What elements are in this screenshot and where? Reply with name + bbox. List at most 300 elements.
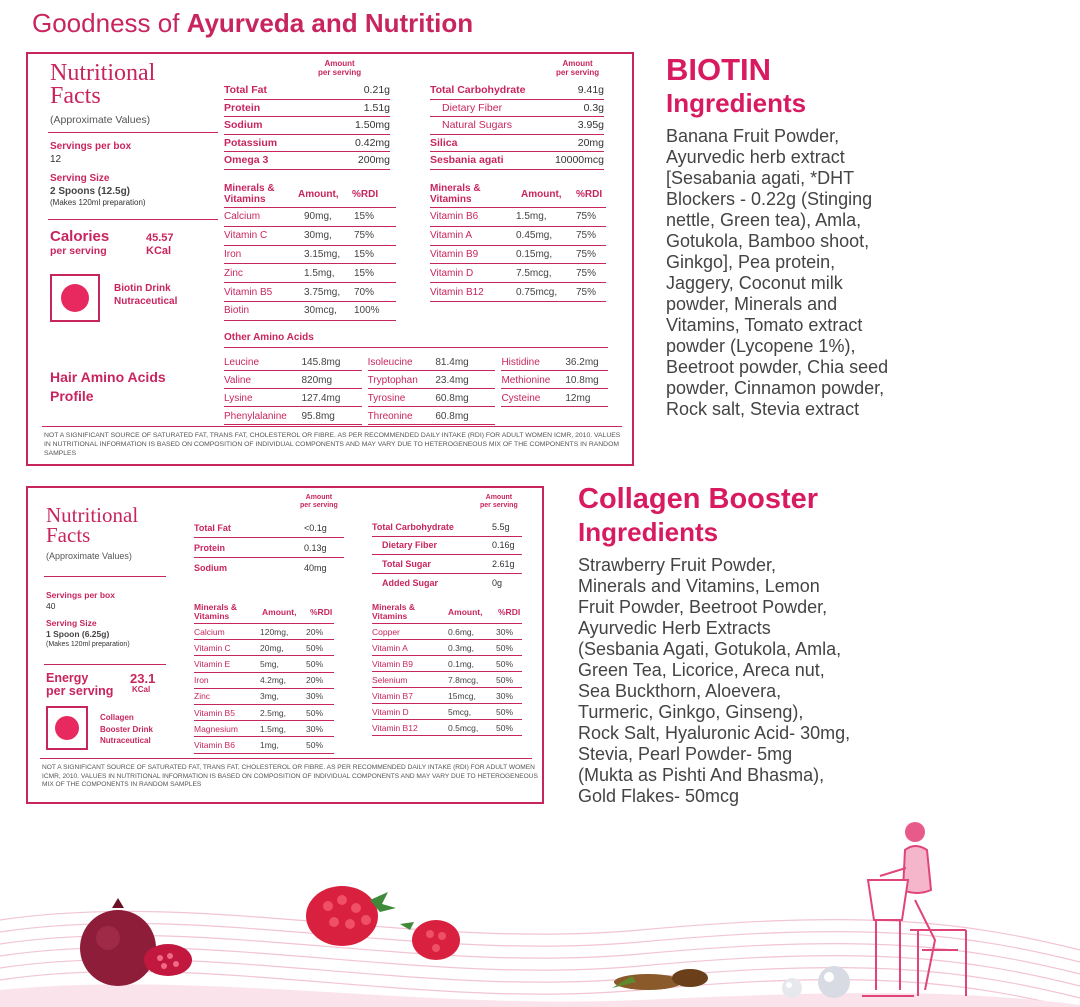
collagen-ingredients-subtitle: Ingredients	[578, 517, 719, 547]
ingredient-line: Blockers - 0.22g (Stinging	[666, 189, 873, 209]
row-value: 9.41g	[577, 84, 604, 97]
mineral-rdi: 15%	[354, 267, 375, 279]
amount-header-sub: per serving	[556, 67, 600, 77]
mineral-name: Zinc	[224, 267, 243, 279]
biotin-nutrition-panel	[26, 52, 634, 466]
mineral-rdi: 50%	[306, 658, 324, 669]
minerals-left-rows	[194, 624, 334, 754]
table-row	[224, 82, 390, 100]
amount-header-text: Amount	[305, 494, 333, 501]
mineral-amount: 0.3mg,	[448, 642, 474, 653]
row-value: 200mg	[357, 154, 390, 167]
header-col3: %RDI	[498, 606, 521, 617]
product-line-1: Biotin Drink	[114, 283, 171, 294]
amino-name: Tyrosine	[368, 391, 436, 407]
mineral-row	[372, 720, 522, 736]
mineral-row	[194, 624, 334, 640]
ingredient-line: Strawberry Fruit Powder,	[578, 555, 777, 575]
row-value: 1.51g	[363, 101, 390, 114]
product-name	[114, 282, 177, 308]
header-col1a: Minerals &	[430, 183, 481, 194]
approx-values-label: (Approximate Values)	[46, 551, 132, 561]
servings-label: Servings per box	[50, 141, 132, 152]
minerals-right-rows	[430, 208, 606, 302]
table-row	[430, 135, 604, 153]
amino-value: 127.4mg	[302, 391, 362, 407]
amount-header-sub: per serving	[480, 502, 518, 510]
mineral-amount: 0.1mg,	[448, 658, 474, 669]
product-dot-icon	[61, 284, 89, 312]
mineral-amount: 30mg,	[304, 230, 332, 242]
mineral-name: Vitamin B12	[430, 286, 484, 298]
row-name: Natural Sugars	[442, 119, 513, 132]
ingredient-line: powder, Minerals and	[666, 294, 838, 314]
serving-size-label: Serving Size	[46, 618, 97, 628]
energy-block	[46, 672, 113, 698]
mineral-row	[430, 227, 606, 246]
mineral-name: Vitamin E	[194, 658, 231, 669]
table-row	[372, 518, 522, 537]
row-value: 0g	[492, 577, 503, 588]
header-col1b: Vitamins	[430, 193, 472, 205]
mineral-amount: 1mg,	[260, 739, 279, 750]
row-name: Added Sugar	[382, 577, 439, 588]
energy-value-block	[130, 672, 155, 694]
ingredient-line: Rock Salt, Hyaluronic Acid- 30mg,	[578, 723, 851, 743]
row-name: Protein	[224, 101, 261, 114]
ingredient-line: Beetroot powder, Chia seed	[666, 357, 889, 377]
mineral-row	[430, 246, 606, 265]
calories-block	[50, 228, 109, 257]
mineral-amount: 1.5mg,	[304, 267, 335, 279]
minerals-header	[224, 182, 396, 208]
amino-name	[501, 409, 565, 425]
row-name: Dietary Fiber	[442, 101, 503, 114]
mineral-row	[194, 673, 334, 689]
table-row	[430, 117, 604, 135]
amino-name: Lysine	[224, 391, 302, 407]
amino-profile-line-1: Hair Amino Acids	[50, 369, 166, 385]
mineral-amount: 5mcg,	[448, 706, 472, 717]
mineral-amount: 120mg,	[260, 626, 289, 637]
page-title	[32, 8, 473, 39]
mineral-rdi: 50%	[306, 739, 324, 750]
mineral-rdi: 75%	[354, 230, 375, 242]
mineral-name: Vitamin A	[430, 230, 473, 242]
mineral-name: Zinc	[194, 691, 211, 702]
mineral-amount: 90mg,	[304, 211, 332, 223]
table-row	[430, 152, 604, 170]
mineral-name: Vitamin B5	[224, 286, 273, 298]
divider	[48, 132, 218, 133]
amino-row	[224, 354, 608, 372]
ingredient-line: Banana Fruit Powder,	[666, 126, 840, 146]
row-value: 20mg	[577, 136, 604, 149]
amino-name: Leucine	[224, 355, 302, 371]
mineral-amount: 4.2mg,	[260, 675, 286, 686]
minerals-header	[430, 182, 606, 208]
collagen-nf-title	[46, 503, 139, 547]
mineral-name: Copper	[372, 626, 400, 637]
table-row	[372, 537, 522, 556]
mineral-rdi: 20%	[306, 626, 324, 637]
divider	[48, 219, 218, 220]
amino-profile-label	[50, 368, 166, 406]
amino-value: 10.8mg	[565, 373, 608, 389]
collagen-ingredients-list	[578, 555, 1018, 807]
product-name	[100, 712, 153, 747]
approx-values-label: (Approximate Values)	[50, 114, 151, 126]
calories-value: 45.57	[146, 232, 174, 244]
mineral-name: Iron	[224, 248, 242, 260]
amino-rows	[224, 354, 608, 426]
nf-title-line-2: Facts	[50, 82, 101, 109]
product-badge	[46, 706, 88, 750]
amount-header-right	[556, 60, 599, 78]
energy-value: 23.1	[130, 671, 156, 686]
row-value: 0.3g	[583, 101, 604, 114]
ingredient-line: [Sesabania agati, *DHT	[666, 168, 855, 188]
ingredient-line: Fruit Powder, Beetroot Powder,	[578, 597, 828, 617]
amino-name: Tryptophan	[368, 373, 436, 389]
row-value: 0.21g	[363, 84, 390, 97]
ingredient-line: Jaggery, Coconut milk	[666, 273, 843, 293]
mineral-row	[430, 283, 606, 302]
decorative-waves-illustration	[0, 800, 1080, 1007]
minerals-header	[372, 600, 522, 624]
mineral-name: Magnesium	[194, 723, 238, 734]
row-value: 0.16g	[492, 540, 515, 551]
mineral-row	[194, 721, 334, 737]
page-title-bold: Ayurveda and Nutrition	[186, 8, 474, 38]
table-row	[430, 100, 604, 118]
ingredient-line: powder (Lycopene 1%),	[666, 336, 856, 356]
header-col2: Amount,	[521, 189, 562, 200]
mineral-name: Vitamin B6	[430, 211, 479, 223]
row-name: Sodium	[224, 119, 263, 132]
mineral-rdi: 75%	[576, 286, 597, 298]
header-col1	[224, 184, 294, 205]
row-value: 5.5g	[492, 521, 510, 532]
mineral-row	[224, 283, 396, 302]
amino-value: 60.8mg	[435, 391, 495, 407]
table-row	[224, 152, 390, 170]
divider	[42, 426, 622, 427]
mineral-rdi: 75%	[576, 248, 597, 260]
product-badge	[50, 274, 100, 322]
row-name: Total Sugar	[382, 558, 431, 569]
mineral-rdi: 50%	[496, 722, 514, 733]
minerals-right	[430, 182, 606, 302]
mineral-name: Vitamin C	[194, 642, 231, 653]
amount-header-left	[318, 60, 361, 78]
mineral-name: Vitamin C	[224, 230, 268, 242]
minerals-right-rows	[372, 624, 522, 736]
header-col1a: Minerals &	[224, 183, 275, 194]
row-value: <0.1g	[304, 522, 327, 533]
amino-name: Phenylalanine	[224, 409, 302, 425]
mineral-name: Biotin	[224, 305, 250, 317]
row-name: Silica	[430, 136, 458, 149]
mineral-rdi: 50%	[496, 658, 514, 669]
amount-header-text: Amount	[324, 59, 355, 68]
serving-note: (Makes 120ml preparation)	[46, 641, 130, 649]
table-row	[224, 117, 390, 135]
ingredient-line: Gotukola, Bamboo shoot,	[666, 231, 870, 251]
basic-nutrients-right	[372, 518, 522, 592]
header-col1	[430, 184, 516, 205]
ingredient-line: powder, Cinnamon powder,	[666, 378, 885, 398]
row-name: Protein	[194, 542, 226, 553]
ingredient-line: Stevia, Pearl Powder- 5mg	[578, 744, 793, 764]
row-name: Sodium	[194, 563, 227, 573]
minerals-left	[194, 600, 334, 754]
table-row	[194, 518, 344, 538]
mineral-name: Vitamin B12	[372, 722, 418, 733]
mineral-amount: 7.8mcg,	[448, 674, 479, 685]
amino-row	[224, 390, 608, 408]
basic-nutrients-left	[194, 518, 344, 578]
minerals-right	[372, 600, 522, 736]
header-col3: %RDI	[576, 189, 603, 200]
mineral-amount: 1.5mg,	[260, 723, 286, 734]
header-col2: Amount,	[448, 606, 483, 617]
pearls-icon	[782, 966, 850, 998]
row-value: 3.95g	[577, 119, 604, 132]
divider	[44, 664, 166, 665]
mineral-row	[194, 705, 334, 721]
mineral-name: Vitamin B9	[372, 658, 413, 669]
amino-header: Other Amino Acids	[224, 328, 608, 348]
amino-value: 81.4mg	[435, 355, 495, 371]
mineral-row	[430, 264, 606, 283]
mineral-amount: 0.15mg,	[516, 248, 553, 260]
mineral-row	[372, 688, 522, 704]
mineral-rdi: 50%	[496, 674, 514, 685]
ingredient-line: Sea Buckthorn, Aloevera,	[578, 681, 782, 701]
minerals-left	[224, 182, 396, 321]
serving-size-value: 1 Spoon (6.25g)	[46, 629, 110, 640]
row-name: Total Carbohydrate	[372, 521, 454, 532]
mineral-name: Vitamin D	[372, 706, 409, 717]
mineral-rdi: 70%	[354, 286, 375, 298]
amino-value: 36.2mg	[565, 355, 608, 371]
mineral-amount: 0.45mg,	[516, 230, 553, 242]
energy-unit: KCal	[132, 684, 151, 694]
mineral-row	[194, 737, 334, 753]
header-col3: %RDI	[352, 189, 379, 200]
header-col1b: Vitamins	[372, 610, 408, 621]
biotin-ingredients-list	[666, 126, 1066, 420]
calories-value-block	[146, 232, 174, 257]
mineral-rdi: 15%	[354, 211, 375, 223]
ingredient-line: (Sesbania Agati, Gotukola, Amla,	[578, 639, 842, 659]
amino-value: 820mg	[302, 373, 362, 389]
calories-label: Calories	[50, 228, 110, 245]
servings-value: 40	[46, 601, 56, 612]
mineral-rdi: 75%	[576, 267, 597, 279]
minerals-header	[194, 600, 334, 624]
mineral-amount: 3mg,	[260, 691, 279, 702]
mineral-rdi: 75%	[576, 230, 597, 242]
serving-size	[50, 172, 146, 207]
raspberry-icon	[306, 886, 460, 960]
header-col1a: Minerals &	[194, 601, 237, 612]
biotin-ingredients-subtitle: Ingredients	[666, 88, 807, 118]
mineral-rdi: 30%	[306, 691, 324, 702]
ingredient-line: Gold Flakes- 50mcg	[578, 786, 740, 806]
mineral-name: Vitamin B5	[194, 707, 235, 718]
mineral-amount: 2.5mg,	[260, 707, 286, 718]
mineral-name: Vitamin B6	[194, 739, 235, 750]
row-value: 1.50mg	[354, 119, 390, 132]
product-line-3: Nutraceutical	[100, 736, 151, 746]
amino-value: 60.8mg	[435, 409, 495, 425]
servings-value: 12	[50, 154, 62, 165]
table-row	[372, 574, 522, 593]
ingredient-line: Ayurvedic Herb Extracts	[578, 618, 771, 638]
serving-size-value: 2 Spoons (12.5g)	[50, 186, 131, 197]
mineral-row	[224, 246, 396, 265]
collagen-ingredients-title: Collagen Booster	[578, 483, 819, 515]
ingredient-line: (Mukta as Pishti And Bhasma),	[578, 765, 825, 785]
basic-nutrients-right	[430, 82, 604, 170]
minerals-left-rows	[224, 208, 396, 321]
mineral-row	[372, 624, 522, 640]
energy-label: Energy	[46, 671, 89, 685]
table-row	[372, 555, 522, 574]
amino-row	[224, 408, 608, 426]
calories-unit: KCal	[146, 244, 172, 257]
ingredient-line: Turmeric, Ginkgo, Ginseng),	[578, 702, 804, 722]
product-line-2: Nutraceutical	[114, 296, 178, 307]
header-col3: %RDI	[310, 606, 333, 617]
amino-value: 23.4mg	[435, 373, 495, 389]
calories-sub: per serving	[50, 245, 107, 257]
mineral-row	[194, 640, 334, 656]
servings-per-box	[50, 140, 131, 166]
amino-name: Isoleucine	[368, 355, 436, 371]
ingredient-line: Rock salt, Stevia extract	[666, 399, 860, 419]
ingredient-line: Minerals and Vitamins, Lemon	[578, 576, 820, 596]
amino-profile-line-2: Profile	[50, 387, 94, 404]
mineral-row	[224, 227, 396, 246]
mineral-row	[372, 672, 522, 688]
row-name: Dietary Fiber	[382, 540, 438, 551]
row-name: Sesbania agati	[430, 154, 504, 167]
mineral-amount: 5mg,	[260, 658, 279, 669]
collagen-nutrition-panel	[26, 486, 544, 804]
mineral-row	[224, 208, 396, 227]
servings-per-box	[46, 590, 115, 612]
amount-header-sub: per serving	[318, 67, 362, 77]
mineral-amount: 1.5mg,	[516, 211, 547, 223]
mineral-rdi: 30%	[306, 723, 324, 734]
mineral-rdi: 50%	[306, 707, 324, 718]
mineral-amount: 3.75mg,	[304, 286, 341, 298]
row-value: 40mg	[304, 563, 327, 573]
mineral-name: Vitamin B9	[430, 248, 479, 260]
mineral-name: Calcium	[224, 211, 261, 223]
mineral-name: Iron	[194, 675, 209, 686]
header-col1a: Minerals &	[372, 601, 415, 612]
amount-header-text: Amount	[562, 59, 593, 68]
basic-nutrients-left	[224, 82, 390, 170]
amino-acids-table	[224, 328, 608, 426]
row-name: Total Fat	[224, 84, 267, 97]
mineral-rdi: 30%	[496, 626, 514, 637]
serving-size-label: Serving Size	[50, 173, 110, 184]
table-row	[194, 558, 344, 578]
mineral-amount: 7.5mcg,	[516, 267, 552, 279]
mineral-amount: 30mcg,	[304, 305, 337, 317]
mineral-name: Vitamin B7	[372, 690, 413, 701]
mineral-amount: 20mg,	[260, 642, 284, 653]
footnote: NOT A SIGNIFICANT SOURCE OF SATURATED FAT, TRANS FAT, CHOLESTEROL OR FIBRE. AS PER RECOMMENDED DAILY INTAKE (RDI) FOR ADULT WOMEN ICMR, 2010. VALUES IN NUTRITIONAL INFORMATION IS BASED ON COMPOSITION OF INDIVIDUAL COMPONENTS AND MAY VARY DUE TO HETEROGENEOUS MIX OF THE COMPONENTS IN RANDOM SAMPLES	[44, 432, 621, 457]
serving-size	[46, 618, 130, 649]
page-title-prefix: Goodness of	[32, 8, 187, 38]
table-row	[194, 538, 344, 558]
row-name: Total Carbohydrate	[430, 84, 526, 97]
amino-value: 145.8mg	[302, 355, 362, 371]
amount-header-sub: per serving	[300, 502, 338, 510]
ingredient-line: nettle, Green tea), Amla,	[666, 210, 862, 230]
serving-note: (Makes 120ml preparation)	[50, 198, 146, 207]
ingredient-line: Vitamins, Tomato extract	[666, 315, 863, 335]
product-line-1: Collagen	[100, 713, 134, 722]
mineral-amount: 0.5mcg,	[448, 722, 479, 733]
amino-name: Cysteine	[501, 391, 565, 407]
amount-header-right	[480, 494, 518, 510]
mineral-row	[224, 264, 396, 283]
amino-name: Methionine	[501, 373, 565, 389]
energy-sub: per serving	[46, 684, 114, 699]
row-value: 0.13g	[304, 542, 327, 553]
divider	[40, 758, 532, 759]
amino-row	[224, 372, 608, 390]
mineral-amount: 0.75mcg,	[516, 286, 558, 298]
mineral-rdi: 20%	[306, 675, 324, 686]
mineral-rdi: 30%	[496, 690, 514, 701]
row-value: 2.61g	[492, 558, 515, 569]
nf-title-line-1: Nutritional	[50, 60, 156, 86]
servings-label: Servings per box	[46, 590, 115, 600]
tamarind-icon	[612, 969, 708, 990]
mineral-row	[194, 656, 334, 672]
row-name: Potassium	[224, 136, 278, 149]
header-col2: Amount,	[298, 189, 339, 200]
product-dot-icon	[55, 716, 79, 740]
mineral-rdi: 50%	[496, 642, 514, 653]
ingredient-line: Ayurvedic herb extract	[666, 147, 845, 167]
biotin-ingredients-title: BIOTIN	[666, 52, 772, 87]
table-row	[224, 100, 390, 118]
header-col1	[194, 603, 258, 621]
footnote: NOT A SIGNIFICANT SOURCE OF SATURATED FAT, TRANS FAT, CHOLESTEROL OR FIBRE. AS PER RECOMMENDED DAILY INTAKE (RDI) FOR ADULT WOMEN ICMR, 2010. VALUES IN NUTRITIONAL INFORMATION IS BASED ON COMPOSITION OF INDIVIDUAL COMPONENTS AND MAY VARY DUE TO HETEROGENEOUS MIX OF THE COMPONENTS IN RANDOM SAMPLES	[42, 764, 538, 789]
nf-title-line-2: Facts	[46, 522, 91, 547]
amount-header-left	[300, 494, 338, 510]
amino-value: 12mg	[565, 391, 608, 407]
mineral-name: Selenium	[372, 674, 408, 685]
row-name: Total Fat	[194, 522, 231, 533]
mineral-row	[224, 302, 396, 321]
biotin-nf-title	[50, 62, 155, 108]
header-col1b: Vitamins	[224, 193, 266, 205]
row-name: Omega 3	[224, 154, 269, 167]
amino-name: Threonine	[368, 409, 436, 425]
amino-value	[565, 409, 608, 425]
mineral-amount: 15mcg,	[448, 690, 476, 701]
